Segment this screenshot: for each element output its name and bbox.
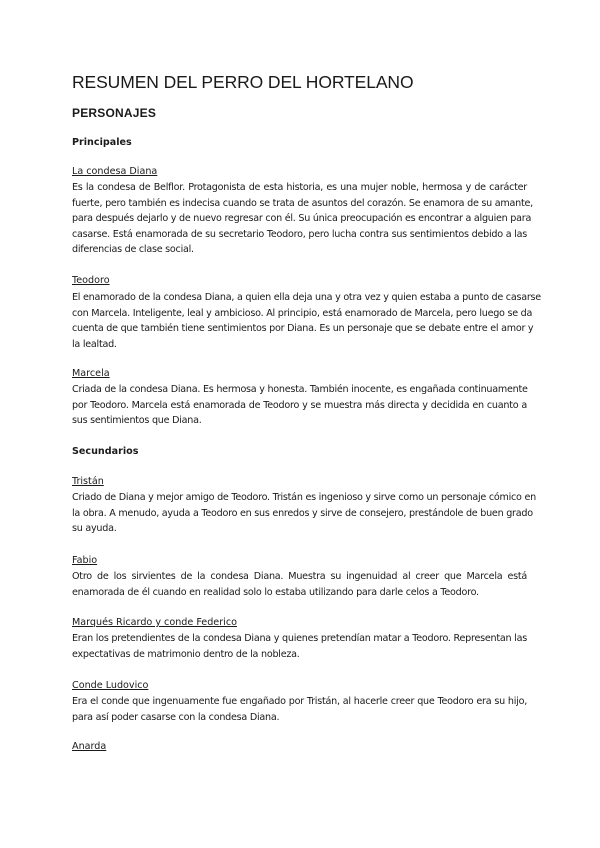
text-line: su ayuda.	[72, 523, 117, 535]
character-description-teodoro	[72, 290, 541, 352]
text-line: enamorada de él cuando en realidad solo lo estaba utilizando para darle celos a Teodoro.	[72, 586, 479, 598]
document-title: RESUMEN DEL PERRO DEL HORTELANO	[72, 72, 414, 92]
text-line: fuerte, pero también es indecisa cuando se trata de asuntos del corazón. Se enamora de su amante,	[72, 197, 533, 209]
character-name-teodoro: Teodoro	[72, 275, 110, 286]
text-line: Eran los pretendientes de la condesa Diana y quienes pretendían matar a Teodoro. Representan las	[72, 633, 527, 644]
text-line: Era el conde que ingenuamente fue engañado por Tristán, al hacerle creer que Teodoro era su hijo,	[72, 696, 527, 707]
section-heading-personajes: PERSONAJES	[72, 106, 157, 120]
character-name-tristan: Tristán	[72, 476, 104, 487]
text-line: la obra. A menudo, ayuda a Teodoro en sus enredos y sirve de consejero, prestándole de buen grado	[72, 507, 533, 519]
text-line: la lealtad.	[72, 338, 117, 350]
character-name-marques: Marqués Ricardo y conde Federico	[72, 617, 237, 628]
text-line: Otro de los sirvientes de la condesa Diana. Muestra su ingenuidad al creer que Marcela está	[72, 571, 527, 582]
text-line: diferencias de clase social.	[72, 244, 194, 256]
text-line: con Marcela. Inteligente, leal y ambicioso. Al principio, está enamorado de Marcela, pero luego se da	[72, 307, 533, 319]
character-description-marcela	[72, 382, 527, 429]
text-line: para así poder casarse con la condesa Diana.	[72, 711, 280, 723]
character-name-ludovico: Conde Ludovico	[72, 680, 149, 691]
character-description-marques	[72, 631, 527, 662]
subheading-secundarios: Secundarios	[72, 446, 139, 457]
character-name-fabio: Fabio	[72, 555, 98, 566]
text-line: Criada de la condesa Diana. Es hermosa y honesta. También inocente, es engañada continuamente	[72, 384, 528, 395]
character-description-tristan	[72, 490, 536, 537]
character-name-marcela: Marcela	[72, 368, 110, 379]
text-line: cuenta de que también tiene sentimientos por Diana. Es un personaje que se debate entre el amor y	[72, 323, 534, 335]
text-line: El enamorado de la condesa Diana, a quien ella deja una y otra vez y quien estaba a punto de casarse	[72, 292, 541, 303]
character-name-anarda: Anarda	[72, 741, 107, 752]
character-description-diana	[72, 180, 533, 258]
text-line: casarse. Está enamorada de su secretario Teodoro, pero lucha contra sus sentimientos debido a las	[72, 228, 527, 240]
character-description-fabio	[72, 569, 527, 600]
character-name-diana: La condesa Diana	[72, 166, 158, 177]
subheading-principales: Principales	[72, 137, 132, 148]
text-line: por Teodoro. Marcela está enamorada de Teodoro y se muestra más directa y decidida en cuanto a	[72, 399, 527, 411]
text-line: expectativas de matrimonio dentro de la nobleza.	[72, 648, 300, 660]
text-line: Es la condesa de Belflor. Protagonista de esta historia, es una mujer noble, hermosa y de carácter	[72, 182, 527, 193]
text-line: para después dejarlo y de nuevo regresar con él. Su única preocupación es encontrar a alguien para	[72, 213, 532, 225]
text-line: Criado de Diana y mejor amigo de Teodoro. Tristán es ingenioso y sirve como un personaje cómico en	[72, 492, 536, 503]
character-description-ludovico	[72, 694, 527, 725]
text-line: sus sentimientos que Diana.	[72, 415, 202, 427]
